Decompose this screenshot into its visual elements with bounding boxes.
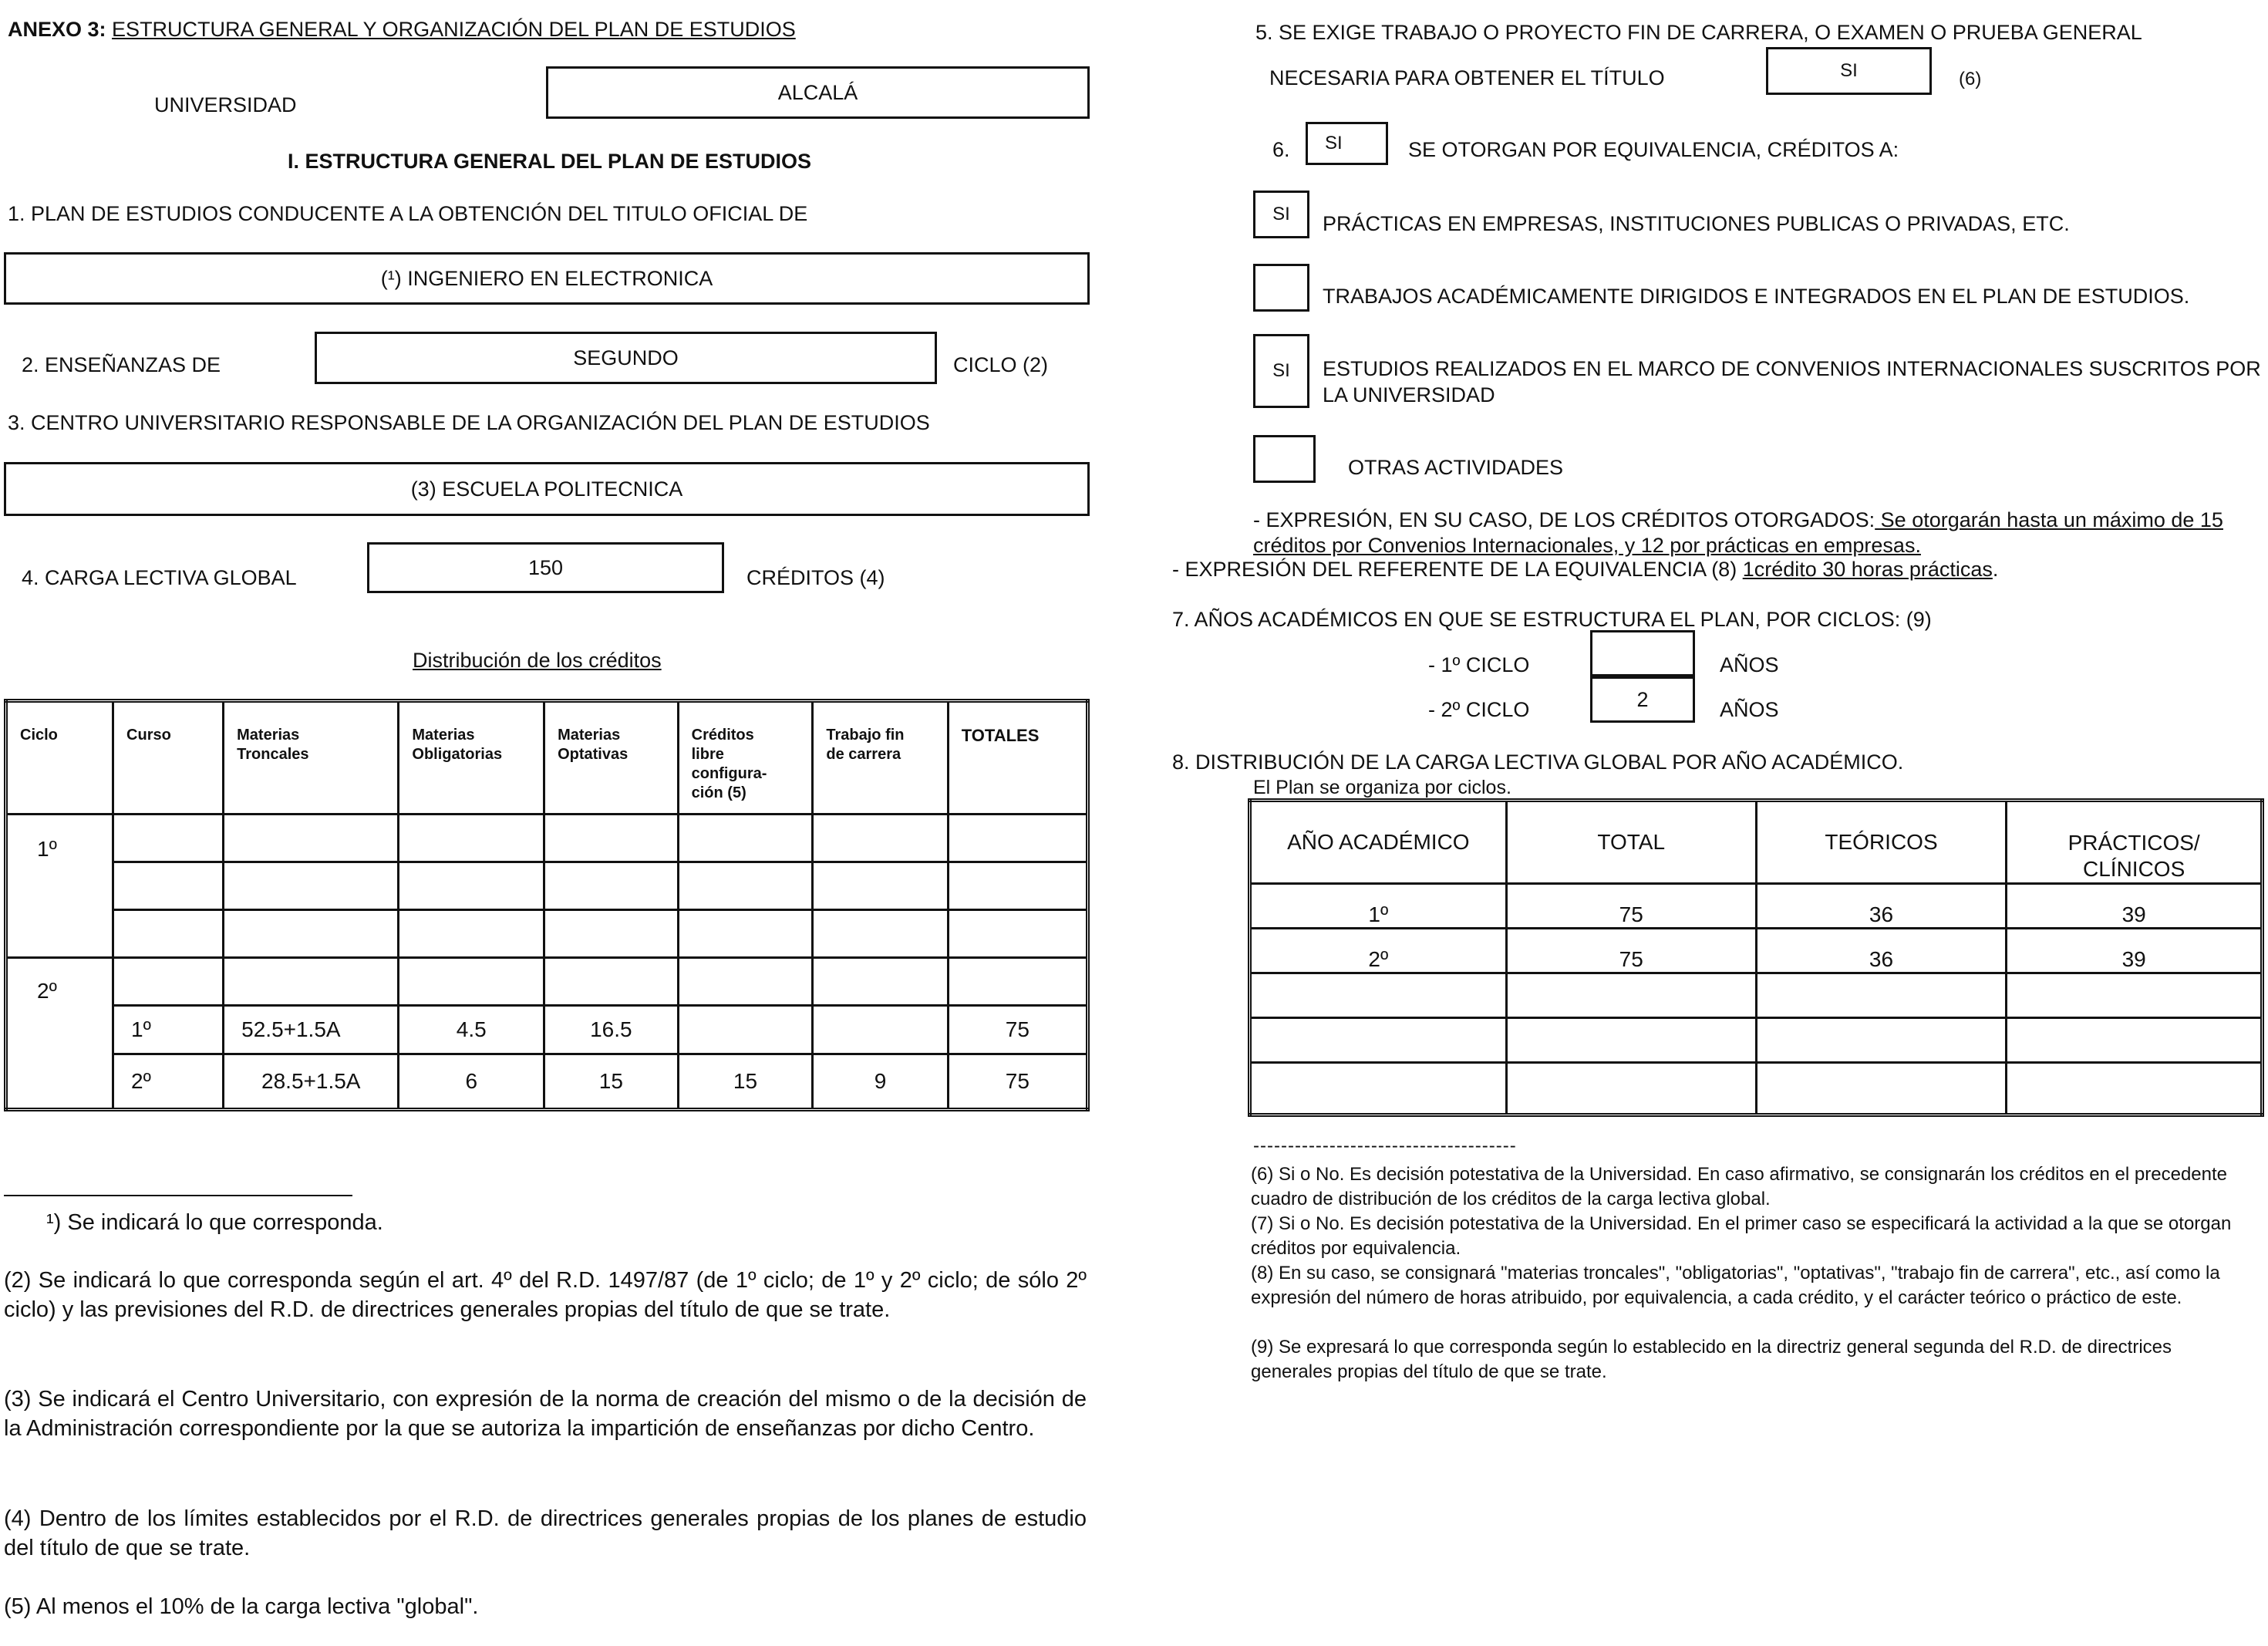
expresion-creditos-value: Se otorgarán hasta un máximo de 15: [1875, 508, 2223, 531]
table-row: [6, 910, 1088, 958]
carga-value: 150: [527, 555, 564, 579]
table-row: [1250, 884, 2263, 929]
footnote-7: (7) Si o No. Es decisión potestativa de la Universidad. En el primer caso se especificará la actividad a la que se otorgan créditos por equivalencia.: [1251, 1213, 2232, 1259]
item4-label: 4. CARGA LECTIVA GLOBAL: [22, 566, 297, 589]
item8-note: El Plan se organiza por ciclos.: [1253, 777, 1511, 798]
teoricos-cell: 36: [1756, 884, 2007, 929]
centro-value: (3) ESCUELA POLITECNICA: [410, 477, 683, 501]
obligatorias-cell: 4.5: [399, 1006, 544, 1054]
trabajo-fin-field: [1766, 47, 1932, 95]
trabajo-cell: 9: [813, 1054, 948, 1109]
practicos-cell: [2007, 1063, 2263, 1115]
footnote-8: (8) En su caso, se consignará "materias troncales", "obligatorias", "optativas", "trabajo fin de carrera", etc., así como la expresión del número de horas atribuido, por equivalencia, a cada crédito, y el carácter teórico o práctico de este.: [1251, 1263, 2220, 1308]
expresion-referente-label: - EXPRESIÓN DEL REFERENTE DE LA EQUIVALENCIA (8): [1172, 558, 1743, 581]
header-practicos: PRÁCTICOS/ CLÍNICOS: [2007, 801, 2263, 884]
carga-field: [367, 542, 724, 593]
year-cell: [1250, 1018, 1507, 1063]
footnote-4: (4) Dentro de los límites establecidos por el R.D. de directrices generales propias de los planes de estudio del título de que se trate.: [4, 1506, 1087, 1560]
practicos-cell: 39: [2007, 929, 2263, 973]
curso-cell: 2º: [113, 1054, 224, 1109]
item2-label: 2. ENSEÑANZAS DE: [22, 353, 221, 376]
total-cell: [1506, 1018, 1756, 1063]
item5-suffix: (6): [1959, 69, 1982, 89]
universidad-field: [546, 66, 1090, 119]
credits-header-row: [6, 701, 1088, 815]
footnote-9: (9) Se expresará lo que corresponda según lo establecido en la directriz general segunda del R.D. de directrices generales propias del título de que se trate.: [1251, 1337, 2172, 1382]
ciclo2-label: - 2º CICLO: [1428, 698, 1530, 721]
centro-field: [4, 462, 1090, 516]
anexo-heading: [8, 17, 796, 42]
trabajos-dirigidos-label: TRABAJOS ACADÉMICAMENTE DIRIGIDOS E INTEGRADOS EN EL PLAN DE ESTUDIOS.: [1323, 285, 2190, 308]
ciclo-field: [315, 332, 937, 384]
distribution-title: Distribución de los créditos: [413, 649, 662, 672]
titulo-value: (¹) INGENIERO EN ELECTRONICA: [380, 266, 713, 290]
item5-line1: 5. SE EXIGE TRABAJO O PROYECTO FIN DE CARRERA, O EXAMEN O PRUEBA GENERAL: [1255, 21, 2142, 44]
item6-label: SE OTORGAN POR EQUIVALENCIA, CRÉDITOS A:: [1408, 138, 1899, 161]
table-row: [6, 958, 1088, 1006]
practicos-cell: [2007, 973, 2263, 1018]
expresion-creditos: [1253, 508, 2223, 532]
expresion-referente-value: 1crédito 30 horas prácticas: [1742, 558, 1993, 581]
year-load-table: [1248, 798, 2264, 1117]
header-total: TOTAL: [1506, 801, 1756, 884]
universidad-value: ALCALÁ: [777, 80, 858, 104]
item4-suffix: CRÉDITOS (4): [746, 566, 885, 589]
header-libre-config: Créditos libre configura-ción (5): [678, 701, 813, 815]
header-troncales: Materias Troncales: [224, 701, 399, 815]
table-row: [6, 814, 1088, 862]
teoricos-cell: [1756, 1018, 2007, 1063]
footnote-2: (2) Se indicará lo que corresponda según el art. 4º del R.D. 1497/87 (de 1º ciclo; de 1º y 2º ciclo; de sólo 2º ciclo) y las previsiones del R.D. de directrices generales propias del título de que se trate.: [4, 1268, 1087, 1322]
practicos-cell: [2007, 1018, 2263, 1063]
teoricos-cell: [1756, 1063, 2007, 1115]
item2-suffix: CICLO (2): [953, 353, 1049, 376]
header-ano-academico: AÑO ACADÉMICO: [1250, 801, 1507, 884]
table-row: [1250, 973, 2263, 1018]
total-cell: 75: [1506, 929, 1756, 973]
header-obligatorias: Materias Obligatorias: [399, 701, 544, 815]
credits-table: [4, 699, 1090, 1111]
item6-number: 6.: [1272, 138, 1290, 161]
ciclo-2-cell: 2º: [6, 958, 113, 1110]
practicas-checkbox: [1253, 191, 1309, 238]
obligatorias-cell: 6: [399, 1054, 544, 1109]
practicos-cell: 39: [2007, 884, 2263, 929]
troncales-cell: 52.5+1.5A: [224, 1006, 399, 1054]
total-cell: [1506, 973, 1756, 1018]
year-cell: 2º: [1250, 929, 1507, 973]
footnote-6: (6) Si o No. Es decisión potestativa de la Universidad. En caso afirmativo, se consignarán los créditos en el precedente cuadro de distribución de los créditos de la carga lectiva global.: [1251, 1164, 2227, 1209]
expresion-referente-tail: .: [1992, 558, 1999, 581]
footnote-3: (3) Se indicará el Centro Universitario, con expresión de la norma de creación del mismo o de la decisión de la Administración correspondiente por la que se autoriza la impartición de enseñanzas por dicho Centro.: [4, 1387, 1087, 1441]
otras-actividades-label: OTRAS ACTIVIDADES: [1348, 456, 1564, 479]
item1-label: 1. PLAN DE ESTUDIOS CONDUCENTE A LA OBTENCIÓN DEL TITULO OFICIAL DE: [8, 202, 808, 225]
trabajos-dirigidos-checkbox: [1253, 264, 1309, 312]
expresion-creditos-value-line2: créditos por Convenios Internacionales, y 12 por prácticas en empresas.: [1253, 534, 1921, 557]
ciclo2-anos-value: 2: [1636, 687, 1649, 711]
totales-cell: 75: [948, 1006, 1087, 1054]
table-row: [6, 1006, 1088, 1054]
year-cell: [1250, 1063, 1507, 1115]
ciclo1-label: - 1º CICLO: [1428, 653, 1530, 676]
ciclo2-anos-field: [1590, 676, 1695, 723]
totales-cell: 75: [948, 1054, 1087, 1109]
equivalencia-value: SI: [1325, 133, 1343, 153]
ciclo-value: SEGUNDO: [573, 346, 679, 369]
anexo-title: ESTRUCTURA GENERAL Y ORGANIZACIÓN DEL PLAN DE ESTUDIOS: [112, 18, 796, 41]
optativas-cell: 16.5: [544, 1006, 679, 1054]
ciclo-1-cell: 1º: [6, 814, 113, 958]
year-header-row: [1250, 801, 2263, 884]
expresion-creditos-label: - EXPRESIÓN, EN SU CASO, DE LOS CRÉDITOS OTORGADOS:: [1253, 508, 1875, 531]
practicas-label: PRÁCTICAS EN EMPRESAS, INSTITUCIONES PUBLICAS O PRIVADAS, ETC.: [1323, 212, 2070, 235]
ciclo2-anos-label: AÑOS: [1720, 698, 1779, 721]
convenios-value: SI: [1272, 360, 1290, 381]
table-row: [1250, 929, 2263, 973]
troncales-cell: 28.5+1.5A: [224, 1054, 399, 1109]
footnote-5: (5) Al menos el 10% de la carga lectiva "global".: [4, 1594, 479, 1619]
convenios-label-line1: ESTUDIOS REALIZADOS EN EL MARCO DE CONVENIOS INTERNACIONALES SUSCRITOS POR: [1323, 357, 2261, 380]
table-row: [1250, 1063, 2263, 1115]
dashed-divider: --------------------------------------: [1253, 1135, 1517, 1156]
trabajo-cell: [813, 1006, 948, 1054]
libre-cell: [678, 1006, 813, 1054]
otras-actividades-checkbox: [1253, 435, 1316, 483]
item7-label: 7. AÑOS ACADÉMICOS EN QUE SE ESTRUCTURA EL PLAN, POR CICLOS: (9): [1172, 608, 1932, 631]
section-title: I. ESTRUCTURA GENERAL DEL PLAN DE ESTUDIOS: [288, 150, 812, 173]
header-optativas: Materias Optativas: [544, 701, 679, 815]
header-trabajo-fin: Trabajo fin de carrera: [813, 701, 948, 815]
curso-cell: 1º: [113, 1006, 224, 1054]
item8-label: 8. DISTRIBUCIÓN DE LA CARGA LECTIVA GLOBAL POR AÑO ACADÉMICO.: [1172, 750, 1904, 774]
practicas-value: SI: [1272, 204, 1290, 224]
header-curso: Curso: [113, 701, 224, 815]
anexo-prefix: ANEXO 3:: [8, 18, 106, 41]
convenios-checkbox: [1253, 334, 1309, 408]
header-ciclo: Ciclo: [6, 701, 113, 815]
ciclo1-anos-label: AÑOS: [1720, 653, 1779, 676]
libre-cell: 15: [678, 1054, 813, 1109]
teoricos-cell: 36: [1756, 929, 2007, 973]
equivalencia-field: [1306, 122, 1388, 165]
expresion-referente: [1172, 557, 1998, 582]
header-totales: TOTALES: [948, 701, 1087, 815]
teoricos-cell: [1756, 973, 2007, 1018]
total-cell: [1506, 1063, 1756, 1115]
item5-line2: NECESARIA PARA OBTENER EL TÍTULO: [1269, 66, 1665, 89]
total-cell: 75: [1506, 884, 1756, 929]
footnote-1: ¹) Se indicará lo que corresponda.: [46, 1210, 383, 1235]
trabajo-fin-value: SI: [1840, 60, 1858, 81]
header-teoricos: TEÓRICOS: [1756, 801, 2007, 884]
year-cell: 1º: [1250, 884, 1507, 929]
item3-label: 3. CENTRO UNIVERSITARIO RESPONSABLE DE LA ORGANIZACIÓN DEL PLAN DE ESTUDIOS: [8, 411, 930, 434]
year-cell: [1250, 973, 1507, 1018]
table-row: [1250, 1018, 2263, 1063]
titulo-field: [4, 252, 1090, 305]
optativas-cell: 15: [544, 1054, 679, 1109]
table-row: [6, 862, 1088, 909]
universidad-label: UNIVERSIDAD: [154, 93, 297, 116]
ciclo1-anos-field: [1590, 630, 1695, 676]
footnote-divider: [4, 1195, 352, 1196]
convenios-label-line2: LA UNIVERSIDAD: [1323, 383, 1495, 406]
table-row: [6, 1054, 1088, 1109]
